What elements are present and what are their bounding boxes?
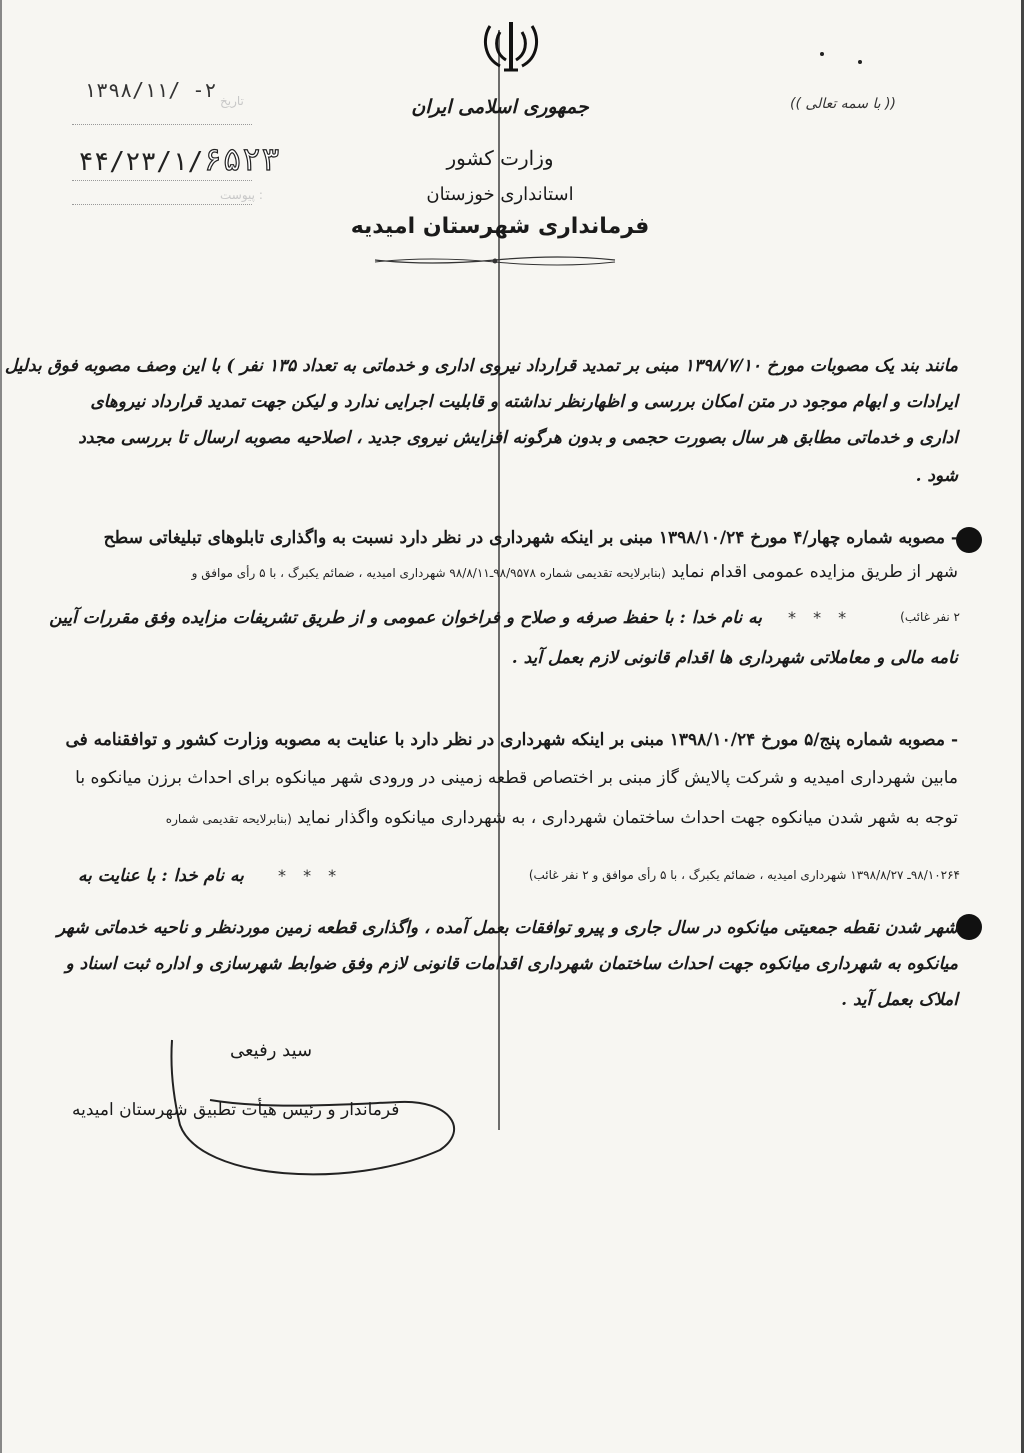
speck-mark bbox=[858, 60, 862, 64]
province-title: استانداری خوزستان bbox=[426, 184, 574, 205]
national-emblem-icon bbox=[478, 18, 544, 78]
attachment-underline bbox=[72, 204, 252, 205]
intro-line-4: شود . bbox=[915, 466, 958, 486]
ministry-title: وزارت کشور bbox=[446, 146, 554, 170]
resolution-4-line-2-note: (بنابرلایحه تقدیمی شماره ۹۸/۹۵۷۸ـ۹۸/۸/۱۱ شهرداری امیدیه ، ضمائم یکبرگ ، با ۵ رأی موافق و bbox=[191, 566, 666, 580]
header-ornament bbox=[370, 252, 620, 268]
handwritten-note: (( با سمه تعالی )) bbox=[790, 96, 896, 112]
intro-line-3: اداری و خدماتی مطابق هر سال بصورت حجمی و بدون هرگونه افزایش نیروی جدید ، اصلاحیه مصوبه ارسال تا بررسی مجدد bbox=[78, 428, 958, 448]
resolution-5-line-2: مابین شهرداری امیدیه و شرکت پالایش گاز مبنی بر اختصاص قطعه زمینی در ورودی شهر میانکوه برای احداث برزن میانکوه با bbox=[75, 768, 958, 788]
resolution-4-line-4: نامه مالی و معاملاتی شهرداری ها اقدام قانونی لازم بعمل آید . bbox=[511, 648, 958, 668]
republic-title: جمهوری اسلامی ایران bbox=[411, 96, 589, 118]
intro-line-2: ایرادات و ابهام موجود در متن امکان بررسی و اظهارنظر نداشته و قابلیت اجرایی ندارد و لیکن جهت تمدید قرارداد نیروهای bbox=[90, 392, 958, 412]
letter-date: ۱۳۹۸/۱۱/ -۲ bbox=[84, 78, 217, 102]
resolution-4-line-2-main: شهر از طریق مزایده عمومی اقدام نماید bbox=[671, 562, 958, 582]
letter-number-prefix: ۴۴/۲۳/۱/ bbox=[78, 147, 204, 177]
resolution-5-line-1: - مصوبه شماره پنج/۵ مورخ ۱۳۹۸/۱۰/۲۴ مبنی بر اینکه شهرداری در نظر دارد با عنایت به مصوبه وزارت کشور و توافقنامه فی bbox=[65, 730, 958, 750]
page-edge-left bbox=[0, 0, 2, 1453]
resolution-5-line-3-note: (بنابرلایحه تقدیمی شماره bbox=[165, 812, 292, 826]
resolution-5-line-4-main: به نام خدا : با عنایت به bbox=[78, 866, 244, 886]
resolution-5-stars: * * * bbox=[278, 866, 343, 885]
resolution-4-bullet bbox=[956, 527, 982, 553]
resolution-4-stars: * * * bbox=[788, 608, 853, 627]
governorate-title: فرمانداری شهرستان امیدیه bbox=[350, 214, 650, 239]
number-underline bbox=[72, 180, 252, 181]
date-label: تاریخ bbox=[220, 94, 244, 108]
letter-number-suffix: ۶۵۲۳ bbox=[203, 140, 281, 178]
resolution-5-line-4-note: ۹۸/۱۰۲۶۴ـ ۱۳۹۸/۸/۲۷ شهرداری امیدیه ، ضمائم یکبرگ ، با ۵ رأی موافق و ۲ نفر غائب) bbox=[528, 868, 960, 882]
signatory-title: فرماندار و رئیس هیأت تطبیق شهرستان امیدیه bbox=[72, 1100, 400, 1120]
signatory-name: سید رفیعی bbox=[230, 1040, 313, 1061]
resolution-5-line-3-main: توجه به شهر شدن میانکوه جهت احداث ساختمان شهرداری ، به شهرداری میانکوه واگذار نماید bbox=[297, 808, 958, 828]
letter-number bbox=[78, 140, 280, 178]
resolution-4-line-1: - مصوبه شماره چهار/۴ مورخ ۱۳۹۸/۱۰/۲۴ مبنی بر اینکه شهرداری در نظر دارد نسبت به واگذاری تابلوهای تبلیغاتی سطح bbox=[103, 528, 958, 548]
resolution-5-bullet bbox=[956, 914, 982, 940]
resolution-4-line-2 bbox=[192, 562, 958, 582]
resolution-5-line-5: شهر شدن نقطه جمعیتی میانکوه در سال جاری و پیرو توافقات بعمل آمده ، واگذاری قطعه زمین موردنظر و ناحیه خدماتی شهر bbox=[57, 918, 958, 938]
resolution-5-line-3 bbox=[166, 808, 958, 828]
resolution-4-line-3-main: به نام خدا : با حفظ صرفه و صلاح و فراخوان عمومی و از طریق تشریفات مزایده وفق مقررات آیین bbox=[49, 608, 762, 628]
resolution-4-line-3-note: ۲ نفر غائب) bbox=[900, 610, 960, 624]
attachment-label: پیوست : bbox=[220, 188, 263, 202]
intro-line-1: مانند بند یک مصوبات مورخ ۱۳۹۸/۷/۱۰ مبنی بر تمدید قرارداد نیروی اداری و خدماتی به تعداد ۱۳۵ نفر ) با این وصف مصوبه فوق بدلیل bbox=[4, 356, 958, 376]
resolution-5-line-6: میانکوه به شهرداری میانکوه جهت احداث ساختمان شهرداری اقدامات قانونی لازم وفق ضوابط شهرسازی و اداره ثبت اسناد و bbox=[65, 954, 958, 974]
date-underline bbox=[72, 124, 252, 125]
resolution-5-line-7: املاک بعمل آید . bbox=[841, 990, 958, 1010]
speck-mark bbox=[820, 52, 824, 56]
